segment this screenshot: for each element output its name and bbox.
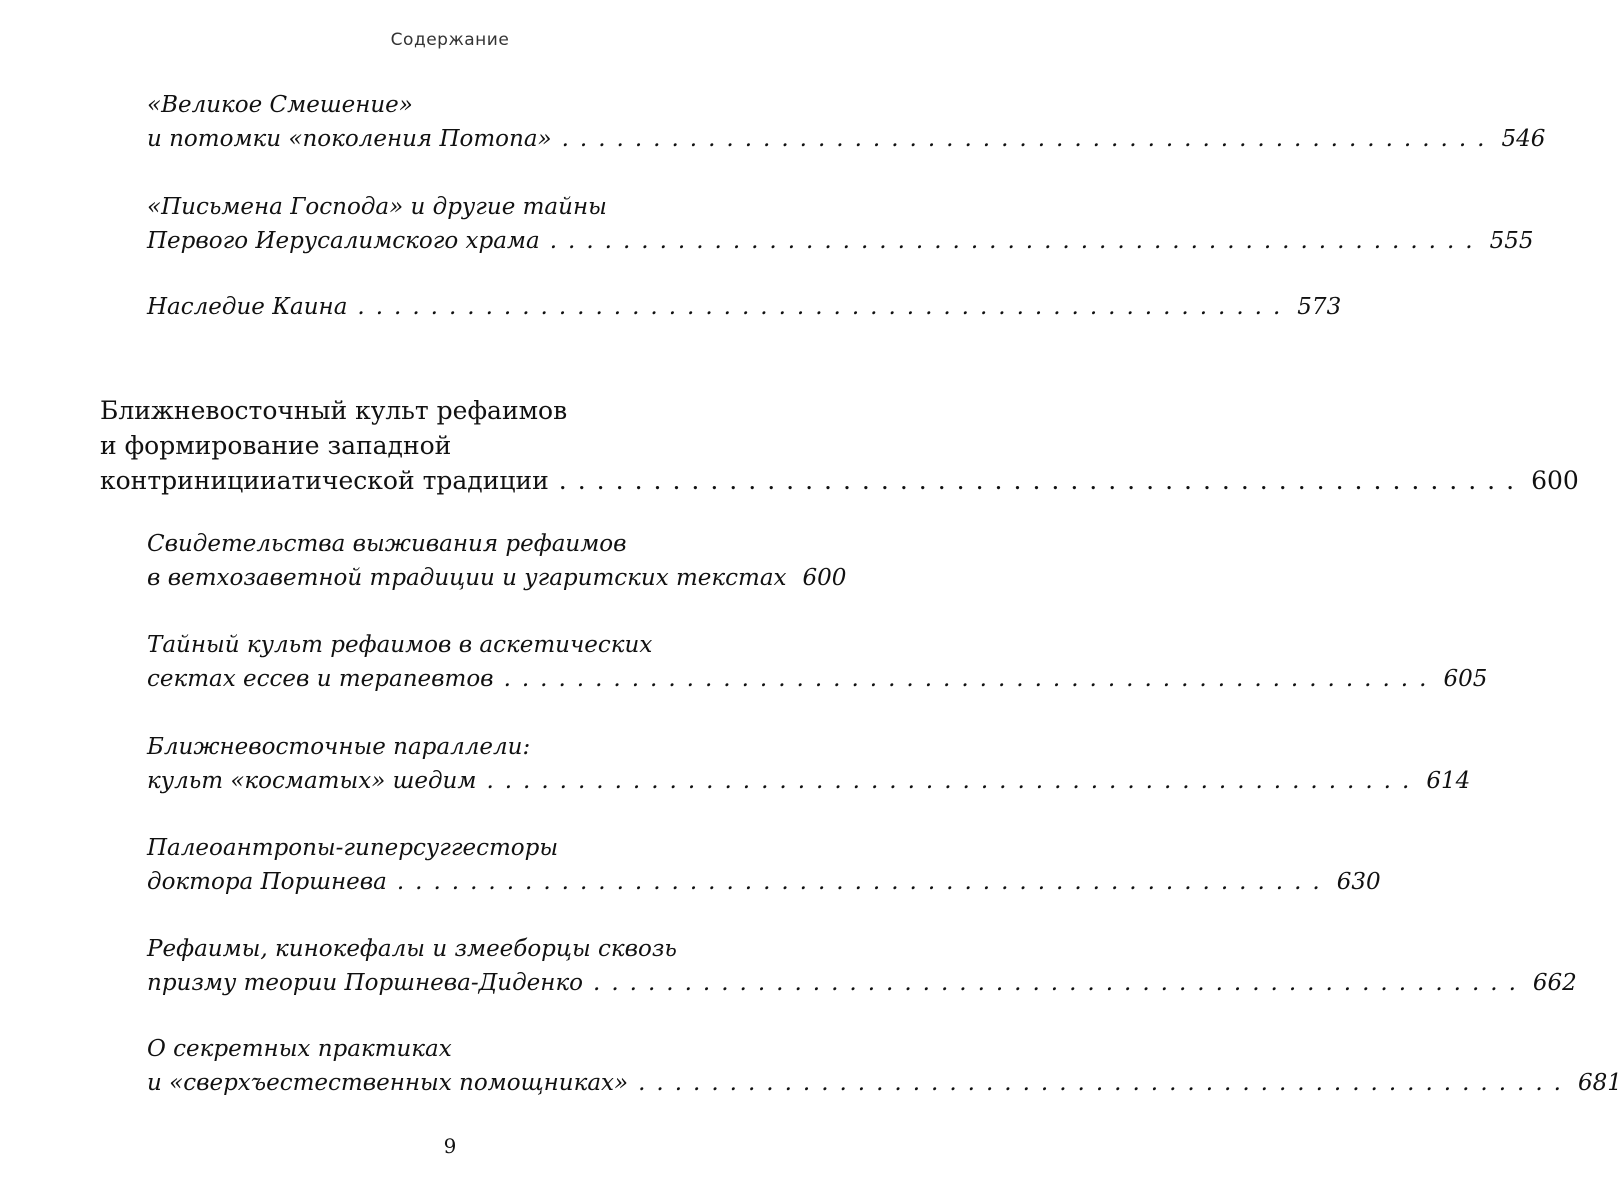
toc-entry-line: Тайный культ рефаимов в аскетических: [147, 632, 653, 658]
dot-leader: ...................................................: [396, 869, 1331, 895]
toc-entry-leader-line: [147, 224, 1534, 258]
toc-entry-leader-line: [147, 122, 1546, 156]
toc-section-leader-line: [100, 463, 1579, 498]
toc-entry-7: [147, 831, 1381, 899]
toc-page-number: 605: [1443, 666, 1488, 692]
toc-page-number: 555: [1489, 228, 1534, 254]
toc-entry-1: [147, 88, 1546, 156]
toc-entry-title: в ветхозаветной традиции и угаритских текстах: [147, 565, 787, 591]
toc-page-number: 600: [802, 565, 847, 591]
toc-section-title: контриницииатической традиции: [100, 466, 549, 495]
toc-entry-leader-line: [147, 662, 1488, 696]
toc-entry-title: и «сверхъестественных помощниках»: [147, 1070, 629, 1096]
toc-section-line: и формирование западной: [100, 431, 452, 460]
toc-entry-3: [147, 290, 1342, 324]
toc-entry-leader-line: [147, 966, 1577, 1000]
toc-entry-line: О секретных практиках: [147, 1036, 452, 1062]
dot-leader: ...................................................: [486, 768, 1421, 794]
toc-page-number: 614: [1426, 768, 1471, 794]
toc-entry-title: Наследие Каина: [147, 294, 348, 320]
toc-entry-2: [147, 190, 1534, 258]
toc-entry-leader-line: [147, 764, 1471, 798]
toc-entry-title: доктора Поршнева: [147, 869, 387, 895]
toc-entry-leader-line: [147, 290, 1342, 324]
toc-entry-5: [147, 628, 1488, 696]
toc-entry-title: призму теории Поршнева-Диденко: [147, 970, 584, 996]
toc-entry-4: [147, 527, 847, 595]
dot-leader: ...................................................: [593, 970, 1527, 996]
toc-entry-line: Палеоантропы-гиперсуггесторы: [147, 835, 559, 861]
toc-page-number: 546: [1501, 126, 1546, 152]
dot-leader: ...................................................: [561, 126, 1496, 152]
toc-entry-line: «Великое Смешение»: [147, 92, 413, 118]
toc-page-number: 662: [1532, 970, 1577, 996]
toc-page-number: 600: [1531, 466, 1579, 495]
toc-section-heading: [100, 393, 1579, 498]
toc-page-number: 573: [1297, 294, 1342, 320]
toc-page-number: 630: [1336, 869, 1381, 895]
toc-page-number: 681: [1577, 1070, 1622, 1096]
running-head: Содержание: [390, 30, 510, 50]
toc-entry-6: [147, 730, 1471, 798]
toc-entry-leader-line: [147, 561, 847, 595]
dot-leader: ...................................................: [549, 228, 1484, 254]
toc-entry-title: культ «косматых» шедим: [147, 768, 477, 794]
dot-leader: ...................................................: [638, 1070, 1572, 1096]
toc-entry-title: Первого Иерусалимского храма: [147, 228, 540, 254]
toc-entry-line: Ближневосточные параллели:: [147, 734, 531, 760]
toc-entry-line: Рефаимы, кинокефалы и змееборцы сквозь: [147, 936, 677, 962]
toc-entry-leader-line: [147, 1066, 1622, 1100]
toc-entry-8: [147, 932, 1577, 1000]
toc-entry-line: Свидетельства выживания рефаимов: [147, 531, 627, 557]
dot-leader: ...................................................: [357, 294, 1292, 320]
toc-entry-9: [147, 1032, 1622, 1100]
dot-leader: ...................................................: [558, 466, 1526, 495]
toc-entry-line: «Письмена Господа» и другие тайны: [147, 194, 607, 220]
toc-entry-title: сектах ессев и терапевтов: [147, 666, 494, 692]
toc-section-line: Ближневосточный культ рефаимов: [100, 396, 568, 425]
toc-entry-leader-line: [147, 865, 1381, 899]
page-number: 9: [443, 1134, 457, 1158]
dot-leader: ...................................................: [503, 666, 1438, 692]
toc-entry-title: и потомки «поколения Потопа»: [147, 126, 552, 152]
